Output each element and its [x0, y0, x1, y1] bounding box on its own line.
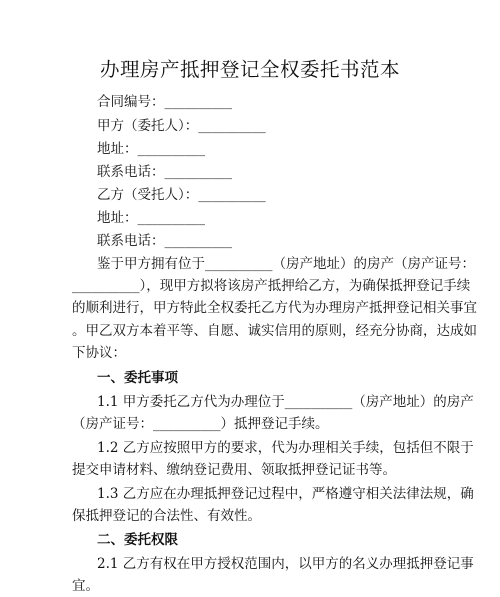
document-title: 办理房产抵押登记全权委托书范本 — [99, 58, 400, 81]
intro-line: 的顺利进行，甲方特此全权委托乙方代为办理房产抵押登记相关事宜 — [72, 300, 477, 316]
party-a-field: 甲方（委托人）：__________ — [97, 118, 266, 134]
party-b-phone-field: 联系电话：__________ — [97, 233, 232, 249]
intro-line: __________），现甲方拟将该房产抵押给乙方，为确保抵押登记手续 — [72, 278, 471, 294]
party-a-address-field: 地址：__________ — [97, 141, 205, 157]
intro-line: 。甲乙双方本着平等、自愿、诚实信用的原则，经充分协商，达成如 — [72, 323, 477, 339]
party-a-phone-field: 联系电话：__________ — [97, 164, 232, 180]
clause-line: 保抵押登记的合法性、有效性。 — [72, 508, 261, 524]
clause-line: 宜。 — [72, 578, 99, 594]
intro-line: 鉴于甲方拥有位于__________（房产地址）的房产（房产证号： — [97, 256, 475, 272]
clause-line: 1.2 乙方应按照甲方的要求，代为办理相关手续，包括但不限于 — [97, 440, 474, 456]
intro-line: 下协议： — [72, 345, 126, 361]
section-heading: 二、委托权限 — [97, 532, 178, 548]
clause-line: 提交申请材料、缴纳登记费用、领取抵押登记证书等。 — [72, 462, 396, 478]
clause-line: 1.3 乙方应在办理抵押登记过程中，严格遵守相关法律法规，确 — [97, 486, 474, 502]
section-heading: 一、委托事项 — [97, 370, 178, 386]
party-b-address-field: 地址：__________ — [97, 210, 205, 226]
clause-line: 1.1 甲方委托乙方代为办理位于__________（房产地址）的房产 — [97, 394, 474, 410]
clause-line: （房产证号：__________）抵押登记手续。 — [72, 416, 329, 432]
contract-number-field: 合同编号：__________ — [97, 94, 232, 110]
clause-line: 2.1 乙方有权在甲方授权范围内，以甲方的名义办理抵押登记事 — [97, 556, 474, 572]
party-b-field: 乙方（受托人）：__________ — [97, 187, 266, 203]
